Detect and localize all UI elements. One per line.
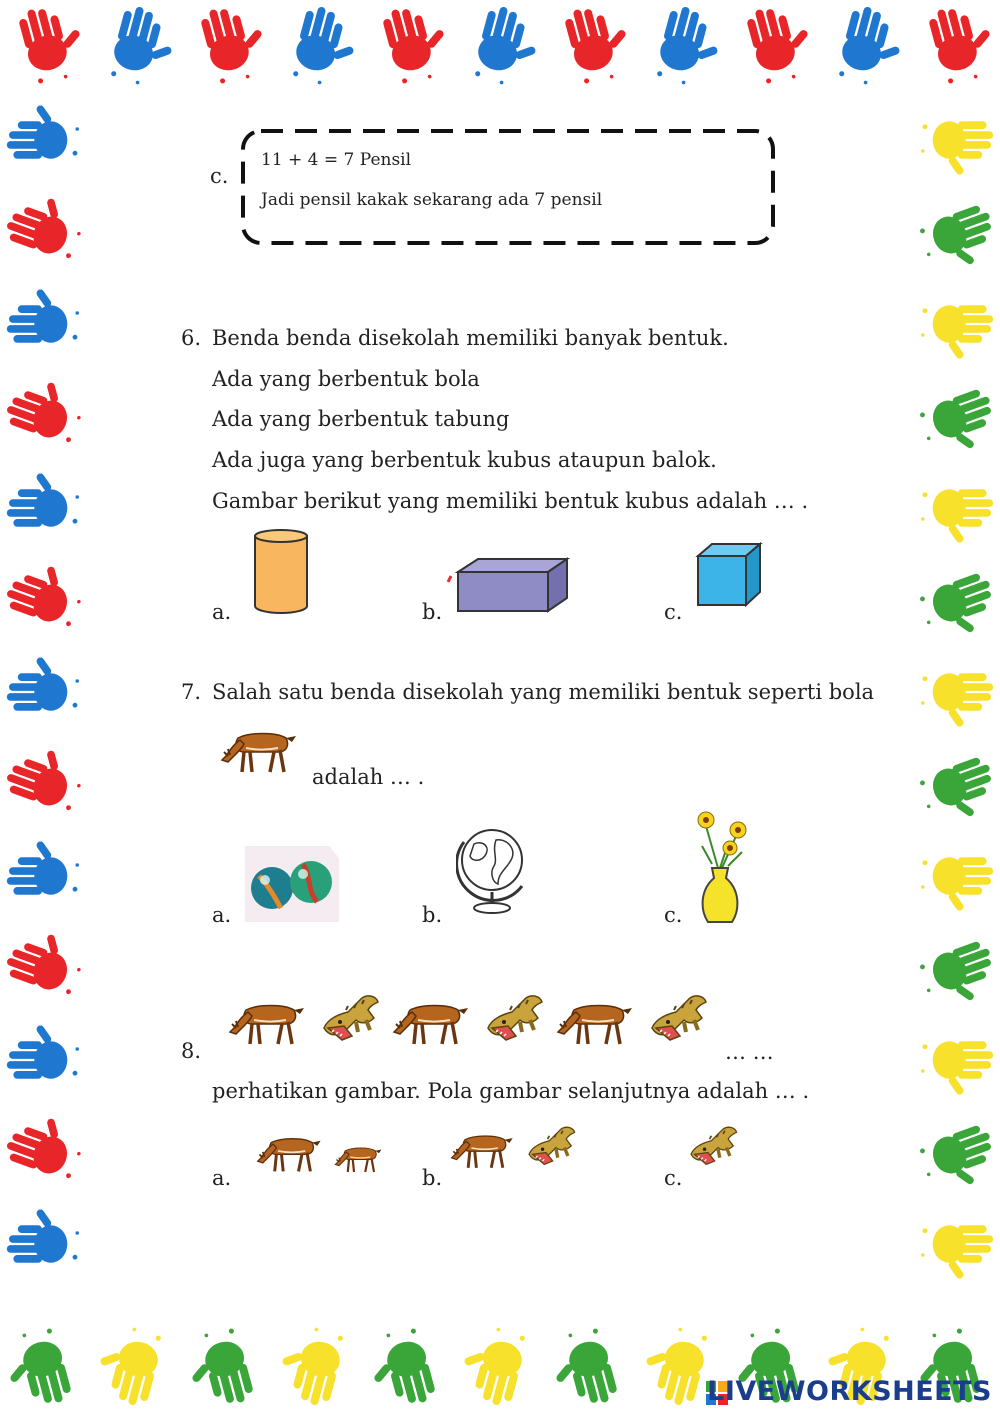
cube-image[interactable] [695, 542, 763, 608]
q6-line: Benda benda disekolah memiliki banyak bentuk. [212, 326, 729, 350]
handprint-icon [921, 121, 993, 176]
q8-number: 8. [181, 1039, 202, 1063]
q6-option-b-label[interactable]: b. [422, 600, 443, 624]
globe-image[interactable] [456, 822, 532, 916]
pattern-crocodile-image [646, 988, 710, 1046]
handprint-icon [471, 3, 546, 91]
rectangular-prism-image[interactable] [444, 556, 570, 614]
handprint-icon [7, 288, 79, 343]
handprint-icon [917, 202, 1000, 278]
pattern-deer-image [556, 994, 636, 1046]
handprint-icon [381, 0, 456, 86]
q5-answer-line2: Jadi pensil kakak sekarang ada 7 pensil [261, 190, 603, 210]
handprint-icon [921, 1225, 993, 1280]
q8-option-b-label[interactable]: b. [422, 1166, 443, 1190]
pattern-crocodile-image [318, 988, 382, 1046]
flower-vase-image[interactable] [684, 806, 760, 924]
q8-option-c-label[interactable]: c. [664, 1166, 683, 1190]
handprint-icon [272, 1321, 347, 1409]
handprint-icon [917, 570, 1000, 646]
handprint-icon [921, 1041, 993, 1096]
handprint-icon [653, 3, 728, 91]
handprint-icon [917, 386, 1000, 462]
handprint-icon [563, 0, 638, 86]
handprint-icon [545, 1326, 620, 1413]
handprint-icon [90, 1321, 165, 1409]
q7-line1: Salah satu benda disekolah yang memiliki bentuk seperti bola [212, 680, 875, 704]
deer-image [220, 722, 300, 774]
handprint-icon [7, 656, 79, 711]
q6-option-c-label[interactable]: c. [664, 600, 683, 624]
pattern-crocodile-image [482, 988, 546, 1046]
handprint-icon [107, 3, 182, 91]
handprint-icon [745, 0, 820, 86]
handprint-icon [0, 1326, 73, 1413]
option-c-crocodile-image[interactable] [686, 1120, 740, 1170]
handprint-icon [927, 0, 1000, 86]
q6-line: Ada yang berbentuk bola [212, 367, 480, 391]
handprint-icon [835, 3, 910, 91]
handprint-icon [636, 1321, 711, 1409]
handprint-icon [917, 938, 1000, 1014]
marbles-image[interactable] [245, 846, 339, 922]
q8-question: perhatikan gambar. Pola gambar selanjutnya adalah … . [212, 1079, 810, 1103]
handprint-icon [921, 489, 993, 544]
handprint-icon [199, 0, 274, 86]
handprint-icon [363, 1326, 438, 1413]
liveworksheets-brand[interactable]: LIVEWORKSHEETS [707, 1376, 992, 1407]
handprint-icon [3, 370, 90, 446]
option-a-deer-image[interactable] [256, 1128, 324, 1174]
handprint-icon [289, 3, 364, 91]
handprint-icon [17, 0, 92, 86]
q7-option-b-label[interactable]: b. [422, 903, 443, 927]
q6-option-a-label[interactable]: a. [212, 600, 232, 624]
handprint-icon [921, 673, 993, 728]
handprint-icon [3, 1106, 90, 1182]
handprint-icon [454, 1321, 529, 1409]
handprint-icon [3, 186, 90, 262]
q6-line: Ada yang berbentuk tabung [212, 407, 510, 431]
q8-option-a-label[interactable]: a. [212, 1166, 232, 1190]
option-b-deer-image[interactable] [450, 1126, 516, 1170]
q7-line2: adalah … . [312, 765, 425, 789]
q8-ellipsis: … … [725, 1040, 774, 1064]
handprint-icon [7, 1208, 79, 1263]
option-b-crocodile-image[interactable] [524, 1120, 578, 1170]
q6-line: Ada juga yang berbentuk kubus ataupun balok. [212, 448, 717, 472]
q7-option-c-label[interactable]: c. [664, 903, 683, 927]
handprint-icon [7, 840, 79, 895]
q7-number: 7. [181, 680, 202, 704]
q7-option-a-label[interactable]: a. [212, 903, 232, 927]
handprint-icon [917, 754, 1000, 830]
answer-dashed-box [240, 128, 776, 246]
handprint-icon [921, 857, 993, 912]
q6-number: 6. [181, 326, 202, 350]
q5-option-c-label: c. [210, 164, 229, 188]
handprint-icon [7, 1024, 79, 1079]
handprint-icon [7, 472, 79, 527]
handprint-icon [3, 554, 90, 630]
pattern-deer-image [228, 994, 308, 1046]
handprint-icon [917, 1122, 1000, 1198]
handprint-icon [7, 104, 79, 159]
q5-answer-line1: 11 + 4 = 7 Pensil [261, 150, 412, 170]
pattern-deer-image [392, 994, 472, 1046]
handprint-icon [921, 305, 993, 360]
option-a-deer-small-image[interactable] [334, 1140, 384, 1174]
cylinder-image[interactable] [252, 528, 310, 614]
q6-line: Gambar berikut yang memiliki bentuk kubus adalah … . [212, 489, 809, 513]
handprint-icon [3, 922, 90, 998]
handprint-icon [181, 1326, 256, 1413]
handprint-icon [3, 738, 90, 814]
